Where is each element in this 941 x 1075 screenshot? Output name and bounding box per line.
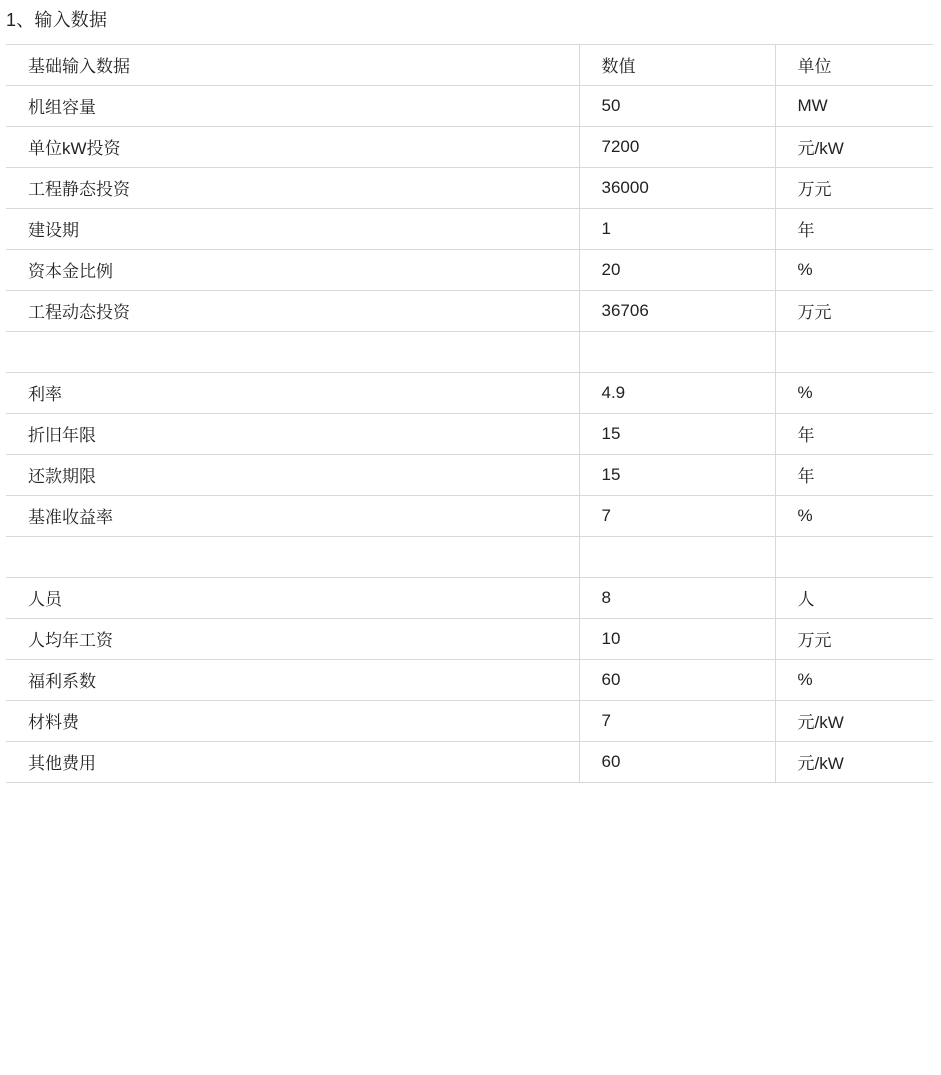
row-label: 福利系数: [6, 659, 579, 700]
table-spacer-row: [6, 536, 933, 577]
row-label: [6, 331, 579, 372]
row-unit: 万元: [775, 290, 933, 331]
row-value: 36706: [579, 290, 775, 331]
table-header-row: [6, 44, 933, 85]
row-label: [6, 536, 579, 577]
row-unit: %: [775, 659, 933, 700]
row-label: 还款期限: [6, 454, 579, 495]
table-row: [6, 167, 933, 208]
row-value: 50: [579, 85, 775, 126]
table-row: [6, 618, 933, 659]
row-unit: [775, 331, 933, 372]
table-row: [6, 454, 933, 495]
table-row: [6, 577, 933, 618]
column-header-unit: 单位: [775, 44, 933, 85]
row-label: 利率: [6, 372, 579, 413]
table-row: [6, 85, 933, 126]
table-row: [6, 495, 933, 536]
page-title: 1、输入数据: [6, 10, 108, 30]
row-value: 7: [579, 700, 775, 741]
row-label: 人均年工资: [6, 618, 579, 659]
table-row: [6, 249, 933, 290]
row-value: 8: [579, 577, 775, 618]
row-label: 材料费: [6, 700, 579, 741]
row-value: 60: [579, 741, 775, 782]
row-label: 资本金比例: [6, 249, 579, 290]
row-unit: 万元: [775, 167, 933, 208]
row-value: 15: [579, 413, 775, 454]
row-value: 7: [579, 495, 775, 536]
row-unit: 年: [775, 454, 933, 495]
row-label: 工程动态投资: [6, 290, 579, 331]
table-row: [6, 741, 933, 782]
row-value: [579, 536, 775, 577]
row-unit: MW: [775, 85, 933, 126]
table-row: [6, 126, 933, 167]
table-row: [6, 700, 933, 741]
row-unit: 万元: [775, 618, 933, 659]
table-row: [6, 372, 933, 413]
table-row: [6, 290, 933, 331]
row-value: 60: [579, 659, 775, 700]
row-value: 4.9: [579, 372, 775, 413]
table-row: [6, 208, 933, 249]
table-row: [6, 413, 933, 454]
row-label: 折旧年限: [6, 413, 579, 454]
row-unit: %: [775, 249, 933, 290]
row-label: 工程静态投资: [6, 167, 579, 208]
table-body: [6, 44, 933, 782]
row-unit: [775, 536, 933, 577]
row-value: 7200: [579, 126, 775, 167]
row-label: 建设期: [6, 208, 579, 249]
column-header-label: 基础输入数据: [6, 44, 579, 85]
row-value: 15: [579, 454, 775, 495]
row-value: [579, 331, 775, 372]
row-unit: 元/kW: [775, 700, 933, 741]
row-value: 10: [579, 618, 775, 659]
row-unit: 人: [775, 577, 933, 618]
row-label: 基准收益率: [6, 495, 579, 536]
row-unit: %: [775, 372, 933, 413]
row-unit: 元/kW: [775, 126, 933, 167]
row-label: 其他费用: [6, 741, 579, 782]
row-value: 1: [579, 208, 775, 249]
column-header-value: 数值: [579, 44, 775, 85]
row-unit: 元/kW: [775, 741, 933, 782]
row-label: 机组容量: [6, 85, 579, 126]
row-unit: %: [775, 495, 933, 536]
table-spacer-row: [6, 331, 933, 372]
row-value: 20: [579, 249, 775, 290]
row-unit: 年: [775, 413, 933, 454]
table-row: [6, 659, 933, 700]
input-data-table: [6, 44, 933, 783]
row-label: 单位kW投资: [6, 126, 579, 167]
row-value: 36000: [579, 167, 775, 208]
row-unit: 年: [775, 208, 933, 249]
row-label: 人员: [6, 577, 579, 618]
